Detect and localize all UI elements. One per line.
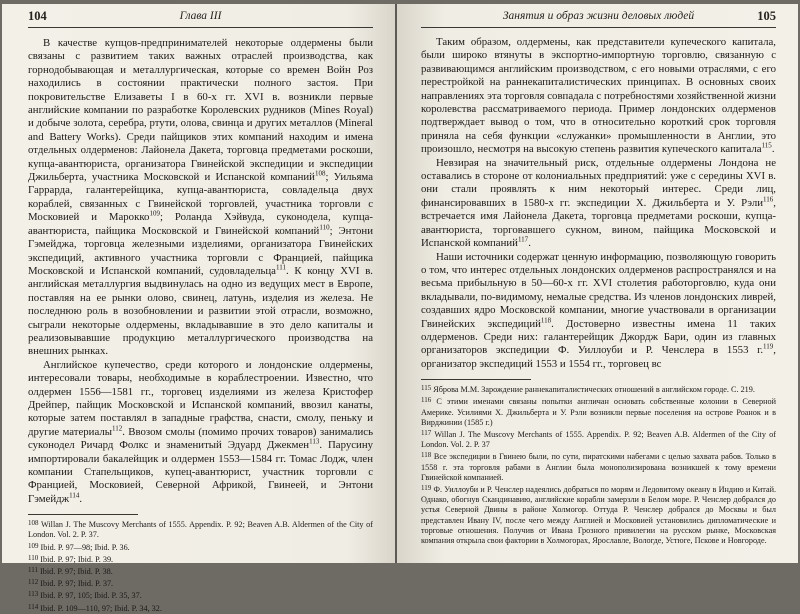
paragraph xyxy=(421,157,776,251)
footnote-number: 117 xyxy=(421,428,432,437)
footnote-number: 118 xyxy=(421,451,432,460)
footnote-number: 111 xyxy=(28,566,38,575)
text-run: Наши источники содержат ценную информацию, позволяющую говорить о том, что интерес отдельных лондонских олдерменов распространялся и на весьма прибыльную в 50—60-х гг. XVI столетия работорговлю, куда они вкладывали, по-видимому, немалые средства. Из членов лондонских ливрей, создавших ядро Московской компании, многие участвовали в организации Гвинейских экспедиций xyxy=(421,250,776,330)
footnote-text: С этими именами связаны попытки англичан основать собственные колонии в Северной Америке. Усилиями Х. Джильберта и У. Рэли возникли первые поселения на острове Роанок и в Вирджинии (1585 г.) xyxy=(421,397,776,427)
footnote-number: 109 xyxy=(28,541,39,550)
footnote-rule xyxy=(421,379,531,380)
footnote xyxy=(421,383,776,395)
footnote-reference: 110 xyxy=(319,223,330,232)
text-run: , встречается имя Лайонела Дакета, торговца предметами роскоши, купца-авантюриста, торговавшего сукном, вином, пайщика Московской и Испанской компаний xyxy=(421,196,776,250)
paragraph xyxy=(28,37,373,359)
text-run: . Ввозом смолы (помимо прочих товаров) занимались суконодел Ричард Фолкс и знаменитый Эдуард Джекмен xyxy=(28,425,373,452)
footnote xyxy=(421,428,776,450)
footnote-reference: 108 xyxy=(314,169,326,178)
footnote-rule xyxy=(28,514,138,515)
right-footnotes xyxy=(421,383,776,546)
footnote-text: Ibid. P. 109—110, 97; Ibid. P. 34, 32. xyxy=(40,603,162,613)
left-footnotes xyxy=(28,518,373,614)
footnote-text: Ibid. P. 97; Ibid. P. 39. xyxy=(40,554,114,564)
text-run: В качестве купцов-предпринимателей некоторые олдермены были связаны с развитием таких важных отраслей производства, как горнодобывающая и металлургическая, которые со времен Войн Роз находились в состоянии практически полного застоя. При покровительстве Елизаветы I в 60-х гг. XVI в. возникли первые английские компании по разработке Королевских рудников (Mines Royal) и добыче золота, серебра, ртути, олова, свинца и других металлов (Mineral and Battery Works). Среди пайщиков этих компаний находим и имена отдельных олдерменов: Лайонела Дакета, торговца предметами роскоши, купца-авантюриста, организатора Гвинейской экспедиции и экспедиции Джильберта, участника Московской и Испанской компаний xyxy=(28,37,373,184)
text-run: Таким образом, олдермены, как представители купеческого капитала, были широко втянуты в экспортно-импортную торговлю, связанную с развивающимся английским производством, с его новыми отраслями, с его перестройкой на раннекапиталистических принципах. В основных своих направлениях эта торговля совпадала с потребностями хозяйственной жизни королевства рассматриваемого периода. Пример лондонских олдерменов подтверждает вывод о том, что в относительно короткий срок торговля приняла на себя функции «служанки» промышленности в Англии, это произошло, несмотря на высокую степень развития купеческого капитала xyxy=(421,36,776,156)
right-running-head xyxy=(421,6,776,28)
footnote-reference: 109 xyxy=(149,209,160,218)
footnote-number: 115 xyxy=(421,384,432,393)
footnote-reference: 112 xyxy=(111,424,123,433)
footnote-text: Ibid. P. 97—98; Ibid. P. 36. xyxy=(40,542,130,552)
footnote-number: 113 xyxy=(28,590,39,599)
footnote-text: Ф. Уиллоуби и Р. Ченслер надеялись добраться по морям и Ледовитому океану в Индию и Китай. Однако, обогнув Скандинавию, английские корабли замерзли в Белом море. Р. Ченслер добрался до устья Северной Двины в районе Холмогор. Оттуда Р. Ченслер добрался до Москвы и был представлен Ивану IV, после чего между Англией и Московией установились дипломатические и торговые отношения. Получив от Ивана Грозного привилегии на русском рынке, Московская компания открыла свои фактории в Холмогорах, Ярославле, Вологде, Устюге, Пскове и Новгороде. xyxy=(421,484,777,545)
text-run: . Парусину импортировали бакалейщик и олдермен 1553—1584 гг. Томас Лодж, член компании Стапельщиков, купец-авантюрист, участник торговли с Францией, Московией, Северной Африкой, Гвинеей, и Энтони Гэмейдж xyxy=(28,439,373,505)
footnote xyxy=(28,565,373,577)
footnote xyxy=(421,450,776,483)
footnote xyxy=(28,518,373,540)
page-number: 105 xyxy=(757,9,776,23)
footnote-reference: 116 xyxy=(763,195,774,204)
footnote-text: Все экспедиции в Гвинею были, по сути, пиратскими набегами с целью захвата рабов. Только в 1558 г. эта торговля рабами в Англии была монополизирована возникшей к тому времени Гвинейской компанией. xyxy=(421,452,776,482)
left-page xyxy=(2,4,395,613)
footnote xyxy=(28,541,373,553)
right-page xyxy=(397,4,798,563)
footnote xyxy=(28,602,373,614)
footnote-number: 108 xyxy=(28,519,39,528)
footnote-text: Яброва М.М. Зарождение раннекапиталистических отношений в английском городе. С. 219. xyxy=(433,385,755,395)
footnote xyxy=(28,589,373,601)
text-run: . xyxy=(79,492,83,505)
footnote-reference: 118 xyxy=(540,315,552,324)
footnote-text: Ibid. P. 97, 105; Ibid. P. 35, 37. xyxy=(40,591,142,601)
text-run: , организатор экспедиций 1553 и 1554 гг., торговец вс xyxy=(421,344,776,370)
text-run: . К концу XVI в. английская металлургия выдвинулась на одно из ведущих мест в Европе, поставляя на ее рынки олово, свинец, латунь, изделия из железа. Не последнюю роль в возобновлении и развитии этой отрасли, возможно, сыграли некоторые олдермены, вкладывавшие в это дело капиталы и реализовывавшие продукцию металлургического производства на внешних рынках. xyxy=(28,264,373,358)
paragraph xyxy=(421,36,776,157)
section-title: Занятия и образ жизни деловых людей xyxy=(502,10,695,22)
footnote-text: Ibid. P. 97; Ibid. P. 38. xyxy=(40,567,113,577)
footnote xyxy=(28,577,373,589)
text-run: ; Уильяма Гаррарда, галантерейщика, купца-авантюриста, совладельца двух кораблей, связанных с Гвинейской торговлей, участника торговли с Московией и Марокко xyxy=(28,171,373,224)
footnote xyxy=(421,395,776,428)
chapter-title: Глава III xyxy=(179,10,222,22)
paragraph xyxy=(421,251,776,372)
text-run: . xyxy=(771,143,775,156)
footnote-text: Willan J. The Muscovy Merchants of 1555. Appendix. P. 92; Beaven A.B. Aldermen of the City of London. Vol. 2. P. 37. xyxy=(28,520,373,540)
footnote-reference: 111 xyxy=(275,263,286,272)
text-run: Невзирая на значительный риск, отдельные олдермены Лондона не оставались в стороне от колониальных предприятий: уже с середины XVI в. они стали проявлять к ним некоторый интерес. Среди лиц, финансировавших в 1580-х гг. экспедиции Х. Джильберта и У. Рэли xyxy=(421,156,776,209)
left-body-text xyxy=(28,37,373,506)
page-number: 104 xyxy=(28,9,47,23)
footnote-number: 114 xyxy=(28,602,39,611)
footnote-number: 116 xyxy=(421,396,432,405)
footnote-reference: 117 xyxy=(517,235,529,244)
paragraph xyxy=(28,359,373,506)
footnote xyxy=(421,483,776,546)
footnote xyxy=(28,553,373,565)
footnote-text: Willan J. The Muscovy Merchants of 1555. Appendix. P. 92; Beaven A.B. Aldermen of the City of London. Vol. 2. P. 37 xyxy=(421,429,776,450)
footnote-text: Ibid. P. 97; Ibid. P. 37. xyxy=(40,579,114,589)
right-body-text xyxy=(421,36,776,371)
text-run: Английское купечество, среди которого и лондонские олдермены, интересовали товары, необходимые в кораблестроении. Известно, что олдермен 1556—1581 гг., торговец изделиями из железа Кристофер Дрейпер, пайщик Московской и Испанской компаний, ввозил канаты, которые затем поставлял в западные графства, снасти, смолу, пеньку и другие материалы xyxy=(28,358,373,438)
text-run: ; Энтони Гэмейджа, торговца железными изделиями, организатора Гвинейских экспедиций, активного участника торговли с Францией, пайщика Московской и Испанской компаний, судовладельца xyxy=(28,224,373,277)
footnote-reference: 119 xyxy=(763,342,774,351)
footnote-reference: 115 xyxy=(761,141,772,150)
footnote-number: 119 xyxy=(421,483,432,492)
text-run: ; Роланда Хэйвуда, суконодела, купца-авантюриста, пайщика Московской и Гвинейской компаний xyxy=(28,211,373,237)
footnote-reference: 113 xyxy=(309,437,320,446)
footnote-reference: 114 xyxy=(69,491,80,500)
footnote-number: 112 xyxy=(28,578,39,587)
left-running-head xyxy=(28,6,373,28)
text-run: . Достоверно известны имена 11 таких олдерменов. Среди них: галантерейщик Джордж Бари, один из главных организаторов экспедиции Ф. Уиллоуби и Р. Ченслера в 1553 г. xyxy=(421,317,777,357)
text-run: . xyxy=(528,237,531,250)
footnote-number: 110 xyxy=(28,553,39,562)
